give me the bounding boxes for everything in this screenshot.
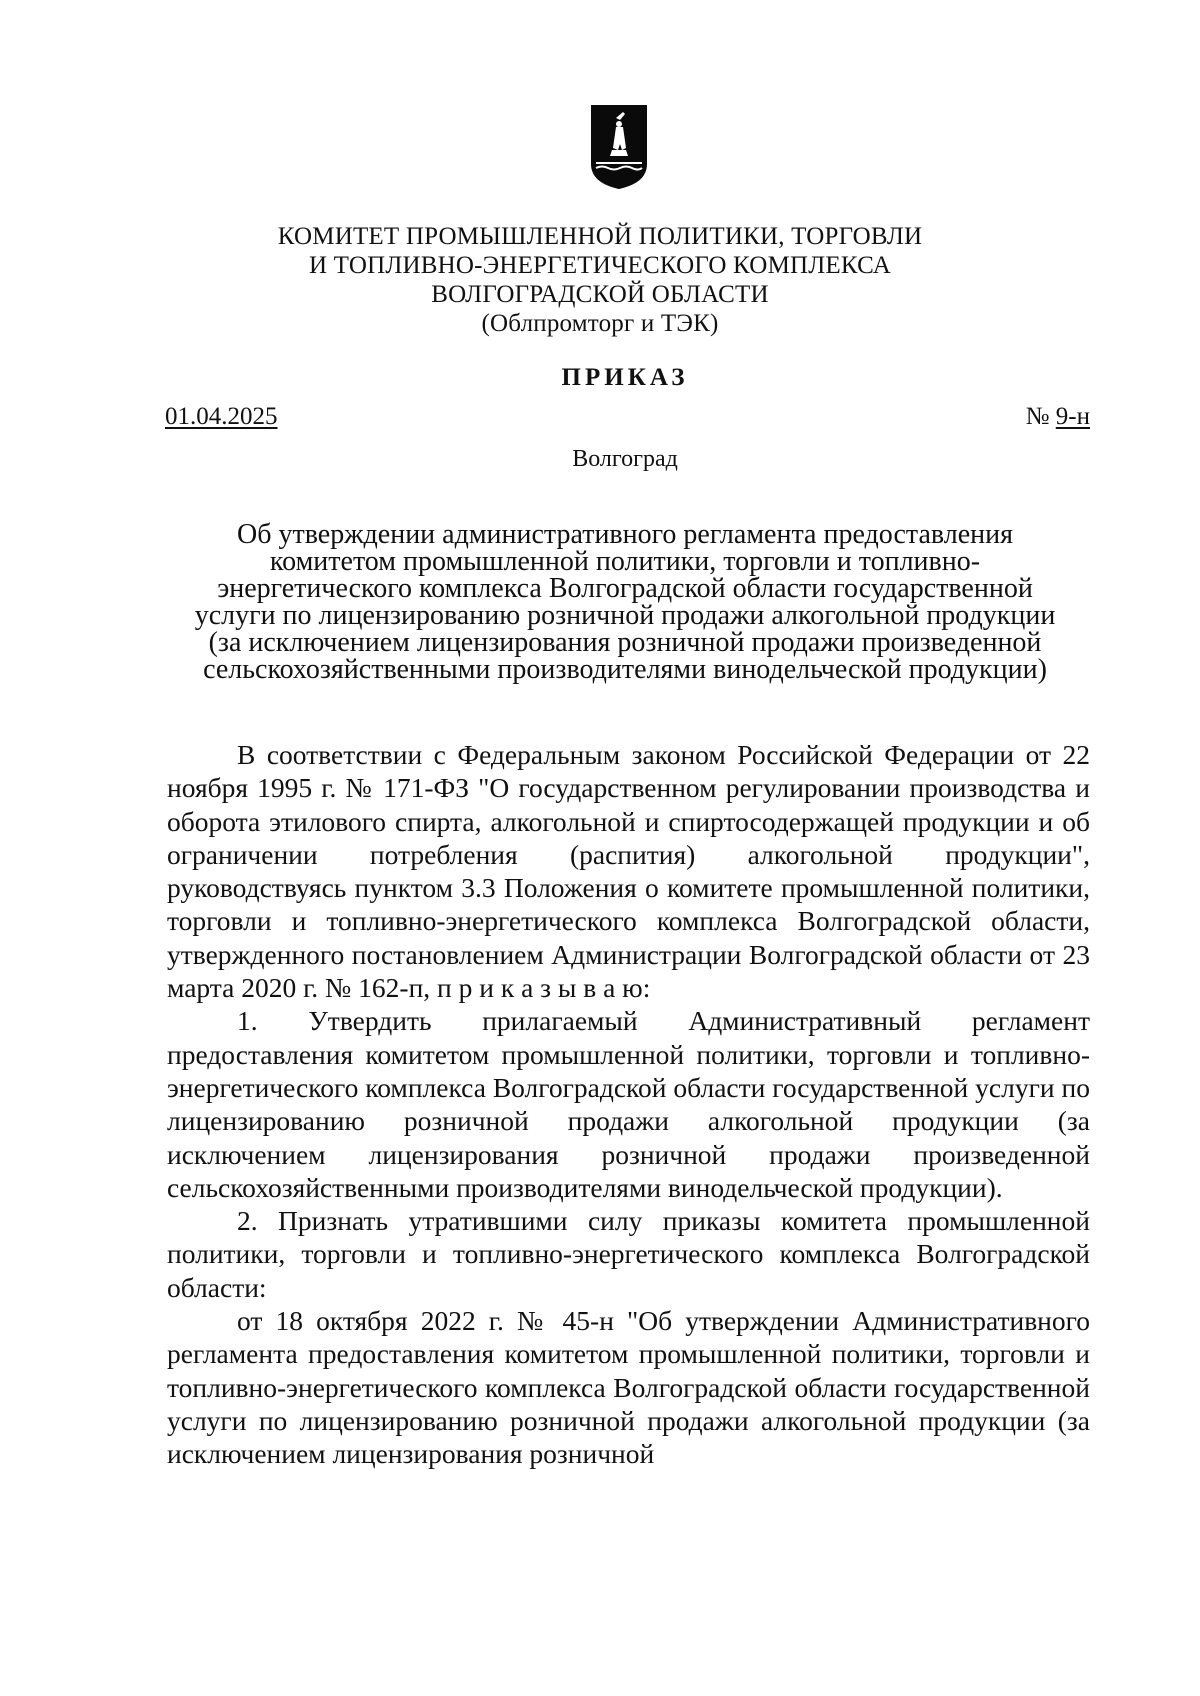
body-paragraph: от 18 октября 2022 г. № 45-н "Об утверждении Административного регламента предоставления комитетом промышленной политики, торговли и топливно-энергетического комплекса Волгоградской области государственной услуги по лицензированию розничной продажи алкогольной продукции (за исключением лицензирования розничной	[167, 1305, 1090, 1470]
subject-line: энергетического комплекса Волгоградской области государственной	[217, 573, 1033, 604]
subject-line: услуги по лицензированию розничной продажи алкогольной продукции	[194, 600, 1056, 631]
coat-of-arms-icon	[590, 104, 648, 190]
order-title: ПРИКАЗ	[561, 364, 689, 391]
subject-line: сельскохозяйственными производителями винодельческой продукции)	[203, 654, 1047, 685]
subject-line: комитетом промышленной политики, торговли и топливно-	[269, 546, 981, 577]
subject-line: (за исключением лицензирования розничной продажи произведенной	[208, 627, 1042, 658]
order-subject	[150, 521, 1100, 683]
header-line: (Облпромторг и ТЭК)	[481, 310, 719, 337]
order-date: 01.04.2025	[165, 403, 278, 430]
header-line: И ТОПЛИВНО-ЭНЕРГЕТИЧЕСКОГО КОМПЛЕКСА	[308, 252, 892, 279]
header-line: ВОЛГОГРАДСКОЙ ОБЛАСТИ	[431, 281, 769, 308]
order-number-value: 9-н	[1055, 403, 1090, 430]
order-body	[167, 738, 1090, 1471]
order-number-prefix: №	[1025, 403, 1056, 430]
body-paragraph: 1. Утвердить прилагаемый Административный регламент предоставления комитетом промышленной политики, торговли и топливно-энергетического комплекса Волгоградской области государственной услуги по лицензированию розничной продажи алкогольной продукции (за исключением лицензирования розничной продажи произведенной сельскохозяйственными производителями винодельческой продукции).	[167, 1005, 1090, 1203]
body-paragraph: В соответствии с Федеральным законом Российской Федерации от 22 ноября 1995 г. № 171-ФЗ "О государственном регулировании производства и оборота этилового спирта, алкогольной и спиртосодержащей продукции и об ограничении потребления (распития) алкогольной продукции", руководствуясь пунктом 3.3 Положения о комитете промышленной политики, торговли и топливно-энергетического комплекса Волгоградской области, утвержденного постановлением Администрации Волгоградской области от 23 марта 2020 г. № 162-п, п р и к а з ы в а ю:	[167, 739, 1090, 1004]
body-paragraph: 2. Признать утратившими силу приказы комитета промышленной политики, торговли и топливно-энергетического комплекса Волгоградской области:	[167, 1205, 1090, 1303]
header-line: КОМИТЕТ ПРОМЫШЛЕННОЙ ПОЛИТИКИ, ТОРГОВЛИ	[277, 223, 923, 250]
organization-header	[150, 222, 1050, 338]
subject-line: Об утверждении административного регламента предоставления	[237, 519, 1013, 550]
order-number	[1026, 403, 1090, 431]
order-city: Волгоград	[572, 446, 678, 472]
